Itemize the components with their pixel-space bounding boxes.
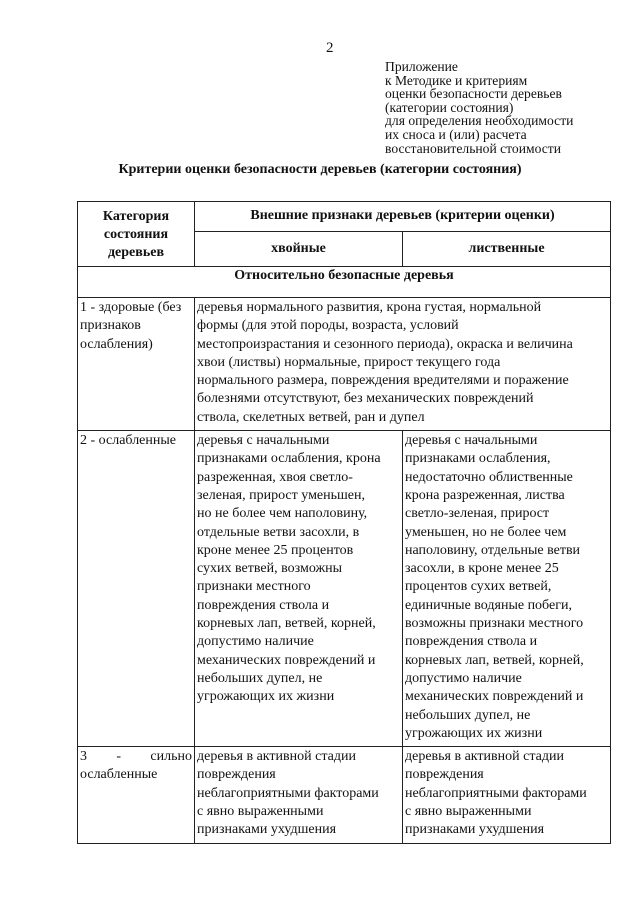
text-line: единичные водяные побеги,: [405, 597, 572, 613]
text-line: формы (для этой породы, возраста, условий: [197, 318, 459, 334]
text-line: процентов сухих ветвей,: [405, 579, 552, 595]
header-category-line: деревьев: [107, 245, 165, 260]
text-line: с явно выраженными: [405, 804, 532, 820]
text-line: повреждения: [405, 767, 484, 783]
table-row: [78, 747, 611, 843]
row-category: [78, 298, 195, 431]
text-line: крона разреженная, листва: [405, 487, 565, 503]
text-line: признаками ослабления,: [405, 451, 551, 467]
appendix-line: восстановительной стоимости: [385, 140, 561, 156]
text-line: допустимо наличие: [197, 634, 314, 650]
appendix-line: их сноса и (или) расчета: [385, 126, 527, 142]
row-deciduous-criteria: [403, 747, 611, 843]
header-coniferous: хвойные: [195, 232, 403, 267]
header-deciduous: лиственные: [403, 232, 611, 267]
criteria-table: [77, 201, 611, 844]
appendix-line: оценки безопасности деревьев: [385, 86, 562, 102]
text-line: кроне менее 25 процентов: [197, 542, 354, 558]
row-common-criteria: [195, 298, 611, 431]
header-signs: Внешние признаки деревьев (критерии оценки): [195, 202, 611, 232]
category-line: 1 - здоровые (без: [80, 300, 182, 315]
row-coniferous-criteria: [195, 431, 403, 747]
table-row: [78, 298, 611, 431]
text-line: небольших дупел, не: [197, 670, 323, 686]
text-line: признаками ослабления, крона: [197, 451, 381, 467]
row-category: [78, 431, 195, 747]
text-line: возможны признаки местного: [405, 616, 584, 632]
text-line: наполовину, отдельные ветви: [405, 542, 581, 558]
text-line: отдельные ветви засохли, в: [197, 524, 360, 540]
document-title: Критерии оценки безопасности деревьев (категории состояния): [118, 162, 522, 177]
text-line: деревья с начальными: [197, 433, 330, 449]
text-line: корневых лап, ветвей, корней,: [197, 616, 376, 632]
category-number: 3: [80, 749, 87, 765]
text-line: механических повреждений и: [405, 689, 584, 705]
text-line: деревья в активной стадии: [197, 749, 356, 765]
text-line: повреждения: [197, 767, 276, 783]
appendix-line: к Методике и критериям: [385, 72, 528, 88]
text-line: признаками ухудшения: [197, 822, 337, 838]
text-line: допустимо наличие: [405, 670, 522, 686]
text-line: угрожающих их жизни: [197, 689, 335, 705]
text-line: недостаточно облиственные: [405, 469, 573, 485]
text-line: но не более чем наполовину,: [197, 506, 368, 522]
page-number: 2: [326, 40, 334, 56]
appendix-line: для определения необходимости: [385, 113, 574, 129]
text-line: деревья в активной стадии: [405, 749, 564, 765]
text-line: зеленая, прирост уменьшен,: [197, 487, 366, 503]
text-line: деревья нормального развития, крона густая, нормальной: [197, 300, 542, 315]
category-line: 2 - ослабленные: [80, 433, 177, 449]
category-line: ослабления): [80, 336, 153, 352]
text-line: признаками ухудшения: [405, 822, 545, 838]
text-line: деревья с начальными: [405, 433, 538, 449]
category-dash: -: [116, 749, 122, 765]
text-line: местопроизрастания и сезонного периода), окраска и величина: [197, 336, 573, 352]
category-line: [80, 748, 192, 766]
text-line: неблагоприятными факторами: [405, 785, 587, 801]
row-deciduous-criteria: [403, 431, 611, 747]
text-line: признаки местного: [197, 579, 311, 595]
text-line: неблагоприятными факторами: [197, 785, 379, 801]
text-line: механических повреждений и: [197, 652, 376, 668]
appendix-line: (категории состояния): [385, 99, 514, 115]
text-line: уменьшен, но не более чем: [405, 524, 567, 540]
text-line: повреждения ствола и: [405, 634, 538, 650]
category-line: ослабленные: [80, 767, 158, 783]
row-category: [78, 747, 195, 843]
header-category: [78, 202, 195, 267]
table-row: [78, 431, 611, 747]
appendix-line: Приложение: [385, 59, 458, 74]
text-line: хвои (листвы) нормальные, прирост текущего года: [197, 354, 501, 370]
header-category-line: состояния: [103, 227, 169, 242]
text-line: сухих ветвей, возможны: [197, 561, 343, 577]
text-line: угрожающих их жизни: [405, 725, 543, 741]
text-line: ствола, скелетных ветвей, ран и дупел: [197, 409, 425, 425]
section-heading: Относительно безопасные деревья: [78, 267, 611, 298]
text-line: разреженная, хвоя светло-: [197, 469, 353, 485]
text-line: с явно выраженными: [197, 804, 324, 820]
category-word: сильно: [150, 749, 192, 765]
text-line: засохли, в кроне менее 25: [405, 561, 559, 577]
category-line: признаков: [80, 318, 141, 334]
appendix-block: [385, 60, 573, 155]
header-category-line: Категория: [102, 209, 170, 224]
text-line: корневых лап, ветвей, корней,: [405, 652, 584, 668]
text-line: болезнями отсутствуют, без механических повреждений: [197, 391, 534, 407]
text-line: небольших дупел, не: [405, 707, 531, 723]
text-line: повреждения ствола и: [197, 597, 330, 613]
text-line: нормального размера, повреждения вредителями и поражение: [197, 373, 569, 389]
row-coniferous-criteria: [195, 747, 403, 843]
text-line: светло-зеленая, прирост: [405, 506, 550, 522]
